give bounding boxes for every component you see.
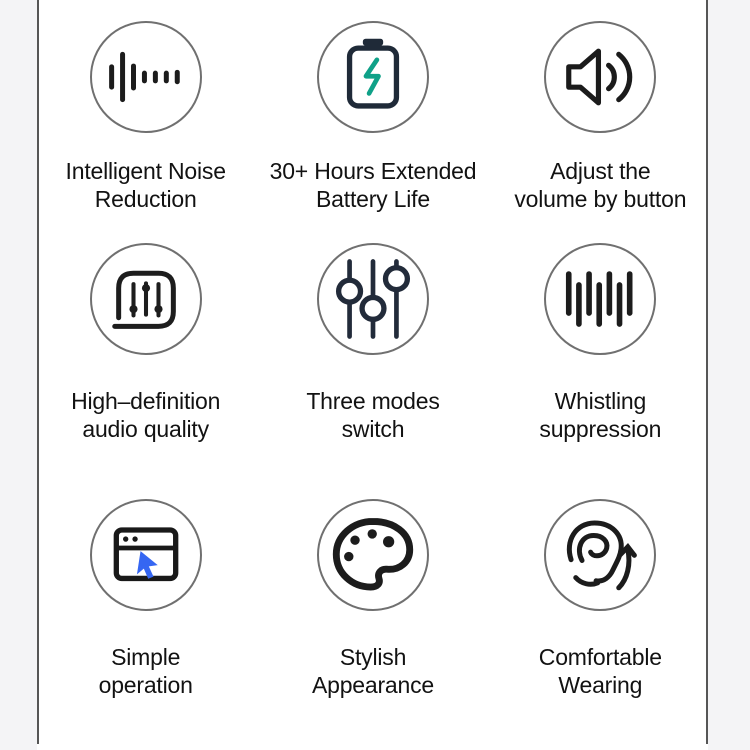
feature-label bbox=[306, 387, 439, 443]
label-line: Comfortable bbox=[538, 644, 662, 670]
icon-circle bbox=[544, 243, 656, 355]
palette-icon bbox=[323, 505, 423, 605]
feature-row-1 bbox=[32, 21, 714, 213]
noise-wave-icon bbox=[96, 27, 196, 127]
feature-label bbox=[66, 157, 226, 213]
label-line: volume by button bbox=[514, 186, 687, 212]
label-line: suppression bbox=[539, 416, 662, 442]
feature-label bbox=[514, 157, 686, 213]
feature-label bbox=[270, 157, 477, 213]
label-line: Intelligent Noise bbox=[65, 158, 226, 184]
icon-circle bbox=[317, 243, 429, 355]
feature-stylish-appearance bbox=[259, 499, 486, 699]
label-line: operation bbox=[98, 672, 193, 698]
icon-circle bbox=[317, 499, 429, 611]
window-cursor-icon bbox=[96, 505, 196, 605]
icon-circle bbox=[90, 243, 202, 355]
icon-circle bbox=[90, 21, 202, 133]
feature-noise-reduction bbox=[32, 21, 259, 213]
battery-charging-icon bbox=[323, 27, 423, 127]
label-line: Simple bbox=[111, 644, 181, 670]
feature-grid bbox=[32, 0, 714, 750]
label-line: Adjust the bbox=[550, 158, 651, 184]
feature-label bbox=[99, 643, 193, 699]
feature-comfortable-wearing bbox=[487, 499, 714, 699]
label-line: Three modes bbox=[306, 388, 440, 414]
feature-label bbox=[312, 643, 434, 699]
ear-arrow-icon bbox=[550, 505, 650, 605]
icon-circle bbox=[544, 21, 656, 133]
feature-row-3 bbox=[32, 499, 714, 699]
label-line: Whistling bbox=[554, 388, 647, 414]
icon-circle bbox=[544, 499, 656, 611]
icon-circle bbox=[90, 499, 202, 611]
feature-label bbox=[539, 643, 662, 699]
feature-battery-life bbox=[259, 21, 486, 213]
label-line: High–definition bbox=[71, 388, 221, 414]
feature-whistling-suppression bbox=[487, 243, 714, 443]
icon-circle bbox=[317, 21, 429, 133]
feature-simple-operation bbox=[32, 499, 259, 699]
feature-volume-button bbox=[487, 21, 714, 213]
label-line: Battery Life bbox=[316, 186, 430, 212]
vertical-sliders-icon bbox=[323, 249, 423, 349]
feature-three-modes bbox=[259, 243, 486, 443]
speaker-volume-icon bbox=[550, 27, 650, 127]
label-line: audio quality bbox=[82, 416, 209, 442]
right-margin-strip bbox=[708, 0, 750, 750]
waveform-bars-icon bbox=[550, 249, 650, 349]
label-line: 30+ Hours Extended bbox=[269, 158, 477, 184]
label-line: Reduction bbox=[94, 186, 197, 212]
feature-label bbox=[539, 387, 661, 443]
label-line: Appearance bbox=[311, 672, 435, 698]
feature-hd-audio bbox=[32, 243, 259, 443]
label-line: switch bbox=[341, 416, 405, 442]
feature-label bbox=[71, 387, 220, 443]
feature-row-2 bbox=[32, 243, 714, 443]
label-line: Stylish bbox=[339, 644, 407, 670]
equalizer-frame-icon bbox=[96, 249, 196, 349]
label-line: Wearing bbox=[558, 672, 643, 698]
